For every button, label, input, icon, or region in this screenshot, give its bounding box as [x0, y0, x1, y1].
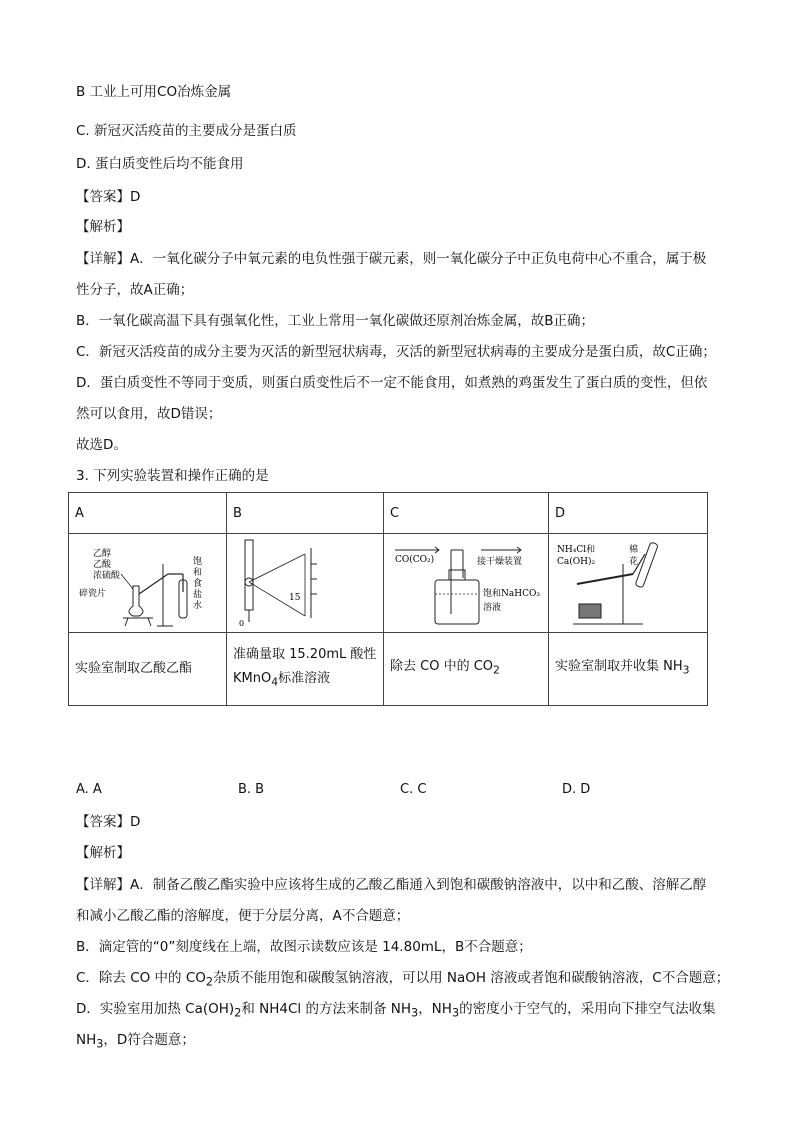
- text: D．实验室用加热 Ca(OH): [76, 1001, 235, 1017]
- text: NH: [76, 1032, 97, 1048]
- explanation-line: 故选D。: [76, 437, 127, 453]
- caption-d: [549, 633, 708, 706]
- caption-a: 实验室制取乙酸乙酯: [69, 633, 227, 706]
- option-d-text: D. 蛋白质变性后均不能食用: [76, 156, 244, 172]
- explanation-line: 【详解】A．一氧化碳分子中氧元素的电负性强于碳元素，则一氧化碳分子中正负电荷中心不重合，属于极: [76, 251, 707, 267]
- figure-c-cell: [384, 534, 549, 633]
- fig-label: Ca(OH)₂: [557, 557, 596, 567]
- option-d: D. D: [562, 782, 591, 797]
- explanation-line: B．一氧化碳高温下具有强氧化性，工业上常用一氧化碳做还原剂冶炼金属，故B正确；: [76, 313, 595, 329]
- fig-label: 盐: [192, 590, 202, 600]
- fig-label: 接干燥装置: [477, 557, 523, 567]
- washing-bottle-figure: [391, 534, 541, 628]
- subscript: 2: [234, 1006, 242, 1020]
- analysis-label: 【解析】: [76, 219, 130, 235]
- fig-label: 碎瓷片: [78, 589, 106, 599]
- fig-label: 乙醇: [92, 549, 111, 559]
- subscript: 4: [271, 675, 279, 689]
- ester-apparatus-figure: [73, 534, 223, 628]
- fig-label: 水: [192, 601, 202, 611]
- caption-d-text: 实验室制取并收集 NH: [555, 659, 683, 675]
- fig-label: 棉: [629, 545, 639, 555]
- caption-c-text: 除去 CO 中的 CO: [390, 659, 494, 675]
- explanation-line: 然可以食用，故D错误；: [76, 406, 222, 422]
- ammonia-apparatus-figure: [553, 534, 703, 628]
- explanation-line: B．滴定管的“0”刻度线在上端，故图示读数应该是 14.80mL，B不合题意；: [76, 939, 532, 955]
- analysis-label: 【解析】: [76, 845, 130, 861]
- option-c-text: C. 新冠灭活疫苗的主要成分是蛋白质: [76, 123, 297, 139]
- caption-b: [227, 633, 384, 706]
- explanation-line: 和减小乙酸乙酯的溶解度，便于分层分离，A不合题意；: [76, 908, 410, 924]
- figure-b-cell: [227, 534, 384, 633]
- explanation-line: [76, 1030, 195, 1055]
- fig-label: 花: [629, 557, 639, 567]
- burette-figure: [235, 534, 375, 628]
- explanation-line: 性分子，故A正确；: [76, 282, 194, 298]
- subscript: 3: [411, 1006, 419, 1020]
- subscript: 2: [205, 975, 214, 989]
- header-c: C: [384, 493, 549, 534]
- subscript: 3: [451, 1006, 460, 1020]
- fig-label: 饱: [192, 557, 202, 567]
- fig-label: NH₄Cl和: [557, 545, 596, 555]
- option-a: A. A: [76, 782, 102, 797]
- subscript: 3: [96, 1037, 104, 1051]
- fig-label: 15: [289, 593, 301, 603]
- answer-label: 【答案】D: [76, 189, 141, 205]
- text: 和 NH4Cl 的方法来制备 NH: [241, 1001, 412, 1017]
- text: ，NH: [418, 1001, 452, 1017]
- caption-b-line1: 准确量取 15.20mL 酸性: [233, 647, 377, 663]
- fig-label: 乙酸: [92, 560, 111, 570]
- question-3-stem: 3. 下列实验装置和操作正确的是: [76, 468, 269, 484]
- fig-label: CO(CO₂): [395, 555, 435, 565]
- caption-b-formula: KMnO: [233, 671, 272, 687]
- text: ，D符合题意；: [103, 1032, 195, 1048]
- text: 的密度小于空气的，采用向下排空气法收集: [459, 1001, 716, 1017]
- caption-c: [384, 633, 549, 706]
- explanation-line: C．新冠灭活疫苗的成分主要为灭活的新型冠状病毒，灭活的新型冠状病毒的主要成分是蛋白质，故C正确；: [76, 344, 716, 360]
- header-d: D: [549, 493, 708, 534]
- fig-label: 溶液: [483, 603, 502, 613]
- option-c: C. C: [400, 782, 427, 797]
- header-a: A: [69, 493, 227, 534]
- figure-d-cell: [549, 534, 708, 633]
- apparatus-table: [68, 492, 708, 706]
- fig-label: 和: [192, 568, 202, 578]
- subscript: 3: [682, 663, 690, 677]
- explanation-line: [76, 968, 729, 993]
- text: 杂质不能用饱和碳酸氢钠溶液，可以用 NaOH 溶液或者饱和碳酸钠溶液，C不合题意；: [213, 970, 730, 986]
- fig-label: 0: [239, 619, 245, 628]
- subscript: 2: [493, 663, 500, 677]
- option-b-text: B 工业上可用CO冶炼金属: [76, 84, 232, 100]
- figure-a-cell: [69, 534, 227, 633]
- caption-b-tail: 标准溶液: [278, 671, 331, 687]
- fig-label: 饱和NaHCO₃: [483, 589, 540, 599]
- explanation-line: [76, 999, 716, 1024]
- explanation-line: 【详解】A．制备乙酸乙酯实验中应该将生成的乙酸乙酯通入到饱和碳酸钠溶液中，以中和乙酸、溶解乙醇: [76, 877, 707, 893]
- explanation-line: D．蛋白质变性不等同于变质，则蛋白质变性后不一定不能食用，如煮熟的鸡蛋发生了蛋白质的变性，但依: [76, 375, 708, 391]
- option-b: B. B: [238, 782, 265, 797]
- text: C．除去 CO 中的 CO: [76, 970, 206, 986]
- fig-label: 浓硫酸: [92, 571, 120, 581]
- header-b: B: [227, 493, 384, 534]
- fig-label: 食: [192, 579, 202, 589]
- answer-label: 【答案】D: [76, 814, 141, 830]
